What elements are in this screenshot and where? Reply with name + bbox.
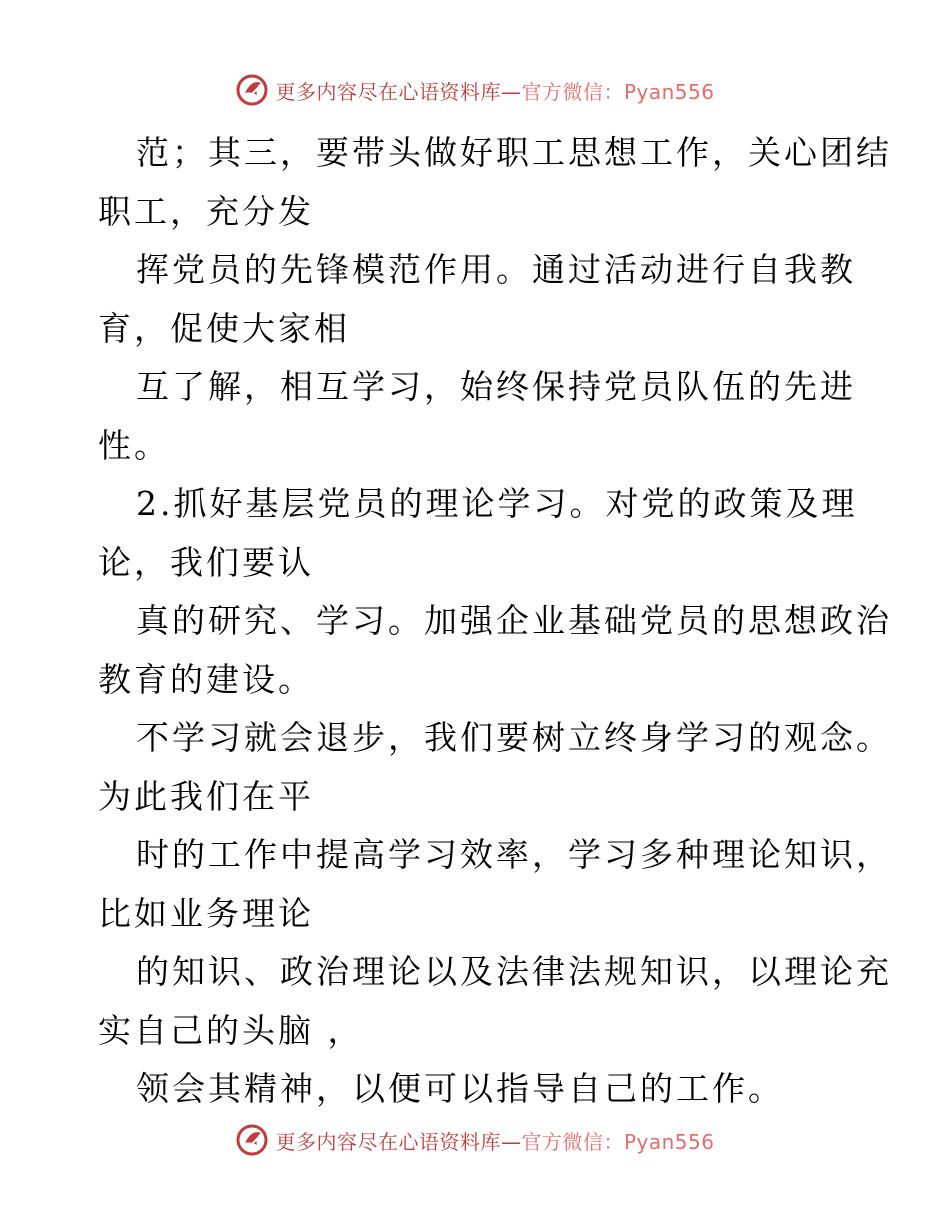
text-line: 范；其三，要带头做好职工思想工作，关心团结 [136,133,892,172]
text-line: 2.抓好基层党员的理论学习。对党的政策及理 [136,484,858,523]
document-body [98,124,892,1119]
text-line: 不学习就会退步，我们要树立终身学习的观念。 [136,718,892,757]
text-line: 时的工作中提高学习效率，学习多种理论知识， [136,835,892,874]
text-line: 的知识、政治理论以及法律法规知识，以理论充 [136,952,892,991]
text-line: 实自己的头脑 ， [98,1010,364,1050]
watermark-text: 更多内容尽在心语资料库—官方微信：Pyan556 [275,1129,715,1154]
brand-logo-icon [235,73,269,107]
text-line: 论，我们要认 [98,542,314,582]
text-line: 比如业务理论 [98,893,314,933]
text-line: 职工，充分发 [98,191,314,231]
brand-logo-icon [235,1123,269,1157]
watermark-text: 更多内容尽在心语资料库—官方微信：Pyan556 [275,79,715,104]
text-line: 育，促使大家相 [98,308,350,348]
text-line: 教育的建设。 [98,659,314,699]
text-line: 挥党员的先锋模范作用。通过活动进行自我教 [136,250,856,289]
text-line: 性。 [98,425,170,465]
text-line: 为此我们在平 [98,776,314,816]
watermark-footer [0,1120,950,1160]
text-line: 互了解，相互学习，始终保持党员队伍的先进 [136,367,856,406]
watermark-header [0,70,950,110]
text-line: 真的研究、学习。加强企业基础党员的思想政治 [136,601,892,640]
text-line: 领会其精神，以便可以指导自己的工作。 [136,1069,784,1108]
